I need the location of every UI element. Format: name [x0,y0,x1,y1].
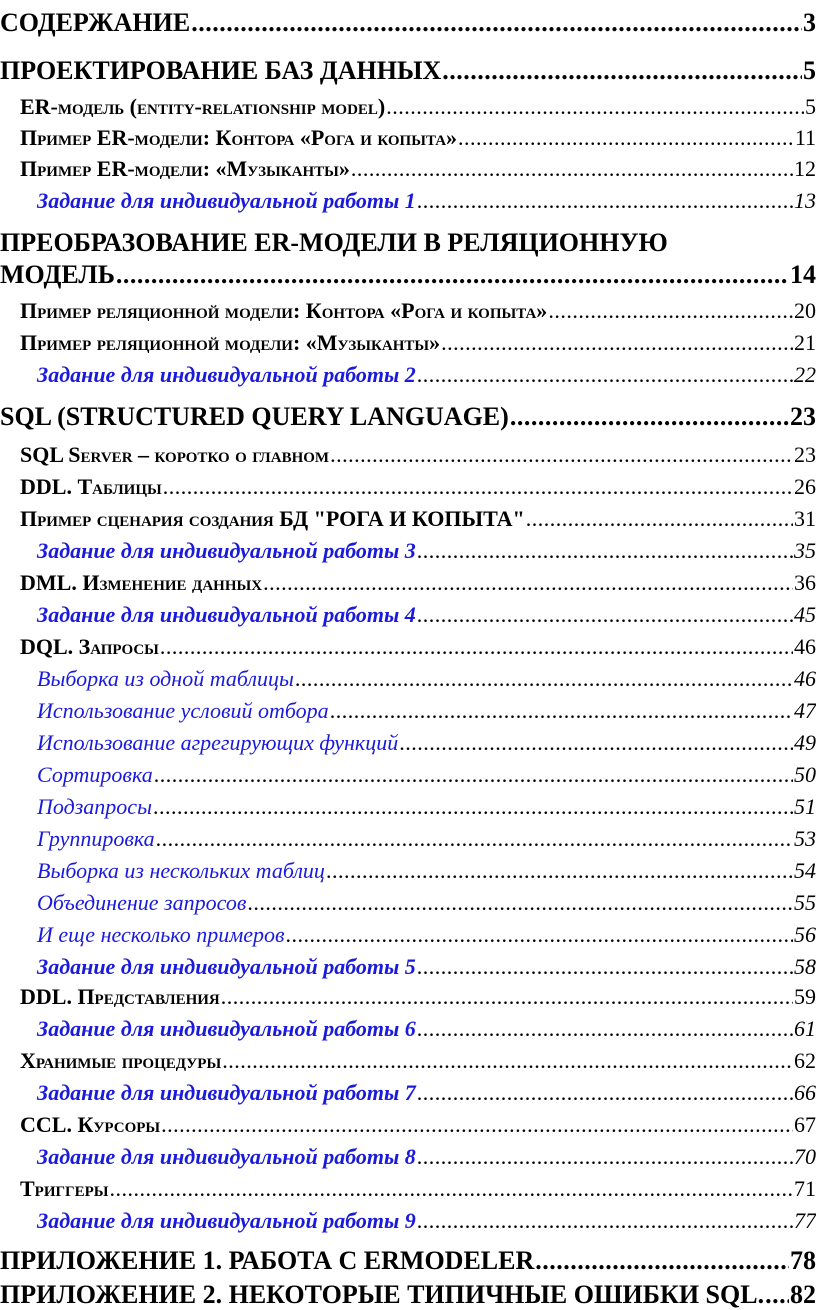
dot-leader [417,1080,793,1106]
toc-entry-title[interactable]: СОДЕРЖАНИЕ [0,8,191,37]
toc-entry[interactable] [0,570,816,596]
dot-leader [221,984,793,1010]
toc-entry-title[interactable]: ПРИЛОЖЕНИЕ 1. РАБОТА С ERMODELER [0,1246,535,1275]
dot-leader [458,125,794,151]
toc-entry[interactable] [0,156,816,182]
toc-entry-page-number[interactable]: 55 [794,890,816,915]
toc-entry[interactable] [0,1176,816,1202]
toc-entry[interactable] [0,634,816,660]
toc-entry[interactable] [0,826,816,852]
dot-leader [330,698,793,724]
toc-entry-title[interactable]: Группировка [37,826,155,851]
toc-entry[interactable] [0,1080,816,1106]
dot-leader [548,298,793,324]
dot-leader [417,362,793,388]
dot-leader [153,794,793,820]
toc-entry-title[interactable]: ПРОЕКТИРОВАНИЕ БАЗ ДАННЫХ [0,56,442,85]
toc-entry-title[interactable]: Пример реляционной модели: Контора «Рога и копыта» [20,298,548,323]
toc-entry-title[interactable]: Задание для индивидуальной работы 8 [37,1144,416,1169]
toc-entry-title[interactable]: И еще несколько примеров [37,922,285,947]
dot-leader [399,730,793,756]
dot-leader [222,1048,793,1074]
toc-entry[interactable] [0,922,816,948]
toc-entry[interactable] [0,442,816,468]
toc-entry-page-number[interactable]: 61 [794,1016,816,1041]
toc-entry-page-number[interactable]: 53 [794,826,816,851]
toc-entry-page-number[interactable]: 3 [803,8,816,37]
toc-entry[interactable] [0,125,816,151]
dot-leader [510,402,789,432]
toc-entry-page-number[interactable]: 47 [794,698,816,723]
toc-entry-page-number[interactable]: 50 [794,762,816,787]
toc-entry[interactable] [0,698,816,724]
toc-entry-page-number[interactable]: 35 [794,538,816,563]
toc-entry-title[interactable]: Хранимые процедуры [20,1048,222,1073]
toc-entry[interactable] [0,538,816,564]
toc-entry-title[interactable]: DDL. Представления [20,984,220,1009]
toc-entry[interactable] [0,1208,816,1234]
toc-entry-title[interactable]: Пример сценария создания БД "РОГА И КОПЫТА" [20,506,525,531]
dot-leader [417,602,793,628]
toc-entry-title[interactable]: Использование агрегирующих функций [37,730,399,755]
toc-entry-page-number[interactable]: 21 [794,330,816,355]
toc-entry-page-number[interactable]: 11 [794,125,816,150]
dot-leader [154,762,793,788]
toc-entry[interactable] [0,858,816,884]
toc-entry-title[interactable]: DQL. Запросы [20,634,159,659]
toc-entry[interactable] [0,362,816,388]
toc-entry-title-line[interactable]: ПРЕОБРАЗОВАНИЕ ER-МОДЕЛИ В РЕЛЯЦИОННУЮ [0,228,668,257]
toc-entry-title[interactable]: Задание для индивидуальной работы 6 [37,1016,416,1041]
toc-entry-page-number[interactable]: 31 [794,506,816,531]
toc-entry[interactable] [0,1016,816,1042]
toc-entry[interactable] [0,56,816,86]
toc-entry-page-number[interactable]: 14 [790,260,816,289]
toc-entry[interactable] [0,188,816,214]
toc-entry-title[interactable]: Пример реляционной модели: «Музыканты» [20,330,441,355]
toc-entry[interactable] [0,1280,816,1310]
toc-entry-page-number[interactable]: 20 [794,298,816,323]
toc-entry[interactable] [0,1112,816,1138]
toc-entry-page-number[interactable]: 23 [790,402,816,431]
toc-entry-title[interactable]: Триггеры [20,1176,109,1201]
dot-leader [417,1208,793,1234]
toc-entry-page-number[interactable]: 5 [803,56,816,85]
toc-entry-page-number[interactable]: 66 [794,1080,816,1105]
toc-entry-page-number[interactable]: 77 [794,1208,816,1233]
toc-entry-page-number[interactable]: 13 [794,188,816,213]
toc-entry[interactable] [0,666,816,692]
toc-entry-page-number[interactable]: 59 [794,984,816,1009]
toc-entry-page-number[interactable]: 56 [794,922,816,947]
toc-entry[interactable] [0,954,816,980]
dot-leader [116,260,789,290]
toc-entry-page-number[interactable]: 58 [794,954,816,979]
toc-entry-page-number[interactable]: 46 [794,634,816,659]
dot-leader [295,666,793,692]
toc-entry[interactable] [0,330,816,356]
toc-entry-page-number[interactable]: 46 [794,666,816,691]
toc-entry-title[interactable]: ER-модель (entity-relationship model) [20,94,386,119]
toc-entry-page-number[interactable]: 67 [794,1112,816,1137]
toc-entry-title[interactable]: Задание для индивидуальной работы 3 [37,538,416,563]
toc-entry-page-number[interactable]: 51 [794,794,816,819]
dot-leader [417,1144,793,1170]
toc-entry[interactable] [0,762,816,788]
toc-entry-title[interactable]: SQL (STRUCTURED QUERY LANGUAGE) [0,402,509,431]
toc-entry[interactable] [0,402,816,432]
toc-entry-title[interactable]: DDL. Таблицы [20,474,162,499]
toc-entry[interactable] [0,506,816,532]
dot-leader [160,634,793,660]
dot-leader [351,156,793,182]
dot-leader [442,56,802,86]
dot-leader [330,442,793,468]
toc-entry-title[interactable]: SQL Server – коротко о главном [20,442,330,467]
dot-leader [417,1016,793,1042]
toc-entry-page-number[interactable]: 49 [794,730,816,755]
dot-leader [417,538,793,564]
toc-entry-title[interactable]: Сортировка [37,762,153,787]
toc-entry[interactable] [0,94,816,120]
toc-entry-title[interactable]: DML. Изменение данных [20,570,263,595]
toc-entry-page-number[interactable]: 78 [790,1246,816,1275]
toc-entry-page-number[interactable]: 71 [794,1176,816,1201]
toc-entry-title[interactable]: Задание для индивидуальной работы 9 [37,1208,416,1233]
dot-leader [247,890,793,916]
toc-entry-page-number[interactable]: 22 [794,362,816,387]
dot-leader [326,858,793,884]
dot-leader [417,188,793,214]
toc-entry[interactable] [0,1048,816,1074]
toc-entry[interactable] [0,1144,816,1170]
toc-entry[interactable] [0,602,816,628]
dot-leader [191,8,802,38]
toc-entry-title[interactable]: ПРИЛОЖЕНИЕ 2. НЕКОТОРЫЕ ТИПИЧНЫЕ ОШИБКИ SQL. [0,1280,765,1309]
toc-entry-title[interactable]: CCL. Курсоры [20,1112,161,1137]
toc-entry-page-number[interactable]: 82 [790,1280,816,1309]
toc-entry[interactable] [0,8,816,38]
dot-leader [417,954,793,980]
dot-leader [286,922,793,948]
toc-entry[interactable] [0,794,816,820]
toc-entry-page-number[interactable]: 54 [794,858,816,883]
toc-entry-title[interactable]: Задание для индивидуальной работы 7 [37,1080,416,1105]
toc-entry-title[interactable]: Задание для индивидуальной работы 1 [37,188,416,213]
dot-leader [765,1280,789,1310]
toc-entry[interactable] [0,890,816,916]
toc-entry-title[interactable]: Подзапросы [37,794,152,819]
toc-entry-title[interactable]: Выборка из одной таблицы [37,666,294,691]
toc-entry[interactable] [0,730,816,756]
toc-entry-page-number[interactable]: 45 [794,602,816,627]
dot-leader [386,94,804,120]
dot-leader [441,330,793,356]
toc-entry-title[interactable]: Задание для индивидуальной работы 2 [37,362,416,387]
dot-leader [535,1246,789,1276]
toc-entry-page-number[interactable]: 70 [794,1144,816,1169]
toc-entry[interactable] [0,1246,816,1276]
dot-leader [156,826,793,852]
dot-leader [110,1176,794,1202]
toc-entry[interactable] [0,298,816,324]
toc-entry-title[interactable]: Пример ER-модели: Контора «Рога и копыта» [20,125,458,150]
toc-entry-page-number[interactable]: 23 [794,442,816,467]
toc-entry-page-number[interactable]: 12 [794,156,816,181]
toc-entry-title[interactable]: Задание для индивидуальной работы 4 [37,602,416,627]
toc-entry-title[interactable]: Использование условий отбора [37,698,329,723]
dot-leader [163,474,793,500]
toc-entry-page-number[interactable]: 62 [794,1048,816,1073]
dot-leader [161,1112,793,1138]
dot-leader [263,570,793,596]
toc-entry-page-number[interactable]: 26 [794,474,816,499]
dot-leader [526,506,793,532]
toc-entry-title[interactable]: Задание для индивидуальной работы 5 [37,954,416,979]
toc-entry[interactable] [0,984,816,1010]
toc-entry-title[interactable]: Объединение запросов [37,890,247,915]
toc-entry-title[interactable]: Выборка из нескольких таблиц [37,858,325,883]
toc-entry-page-number[interactable]: 5 [805,94,816,119]
toc-entry[interactable] [0,260,816,290]
toc-entry-title[interactable]: Пример ER-модели: «Музыканты» [20,156,350,181]
toc-entry[interactable] [0,474,816,500]
toc-entry-title[interactable]: МОДЕЛЬ [0,260,115,289]
toc-entry-page-number[interactable]: 36 [794,570,816,595]
